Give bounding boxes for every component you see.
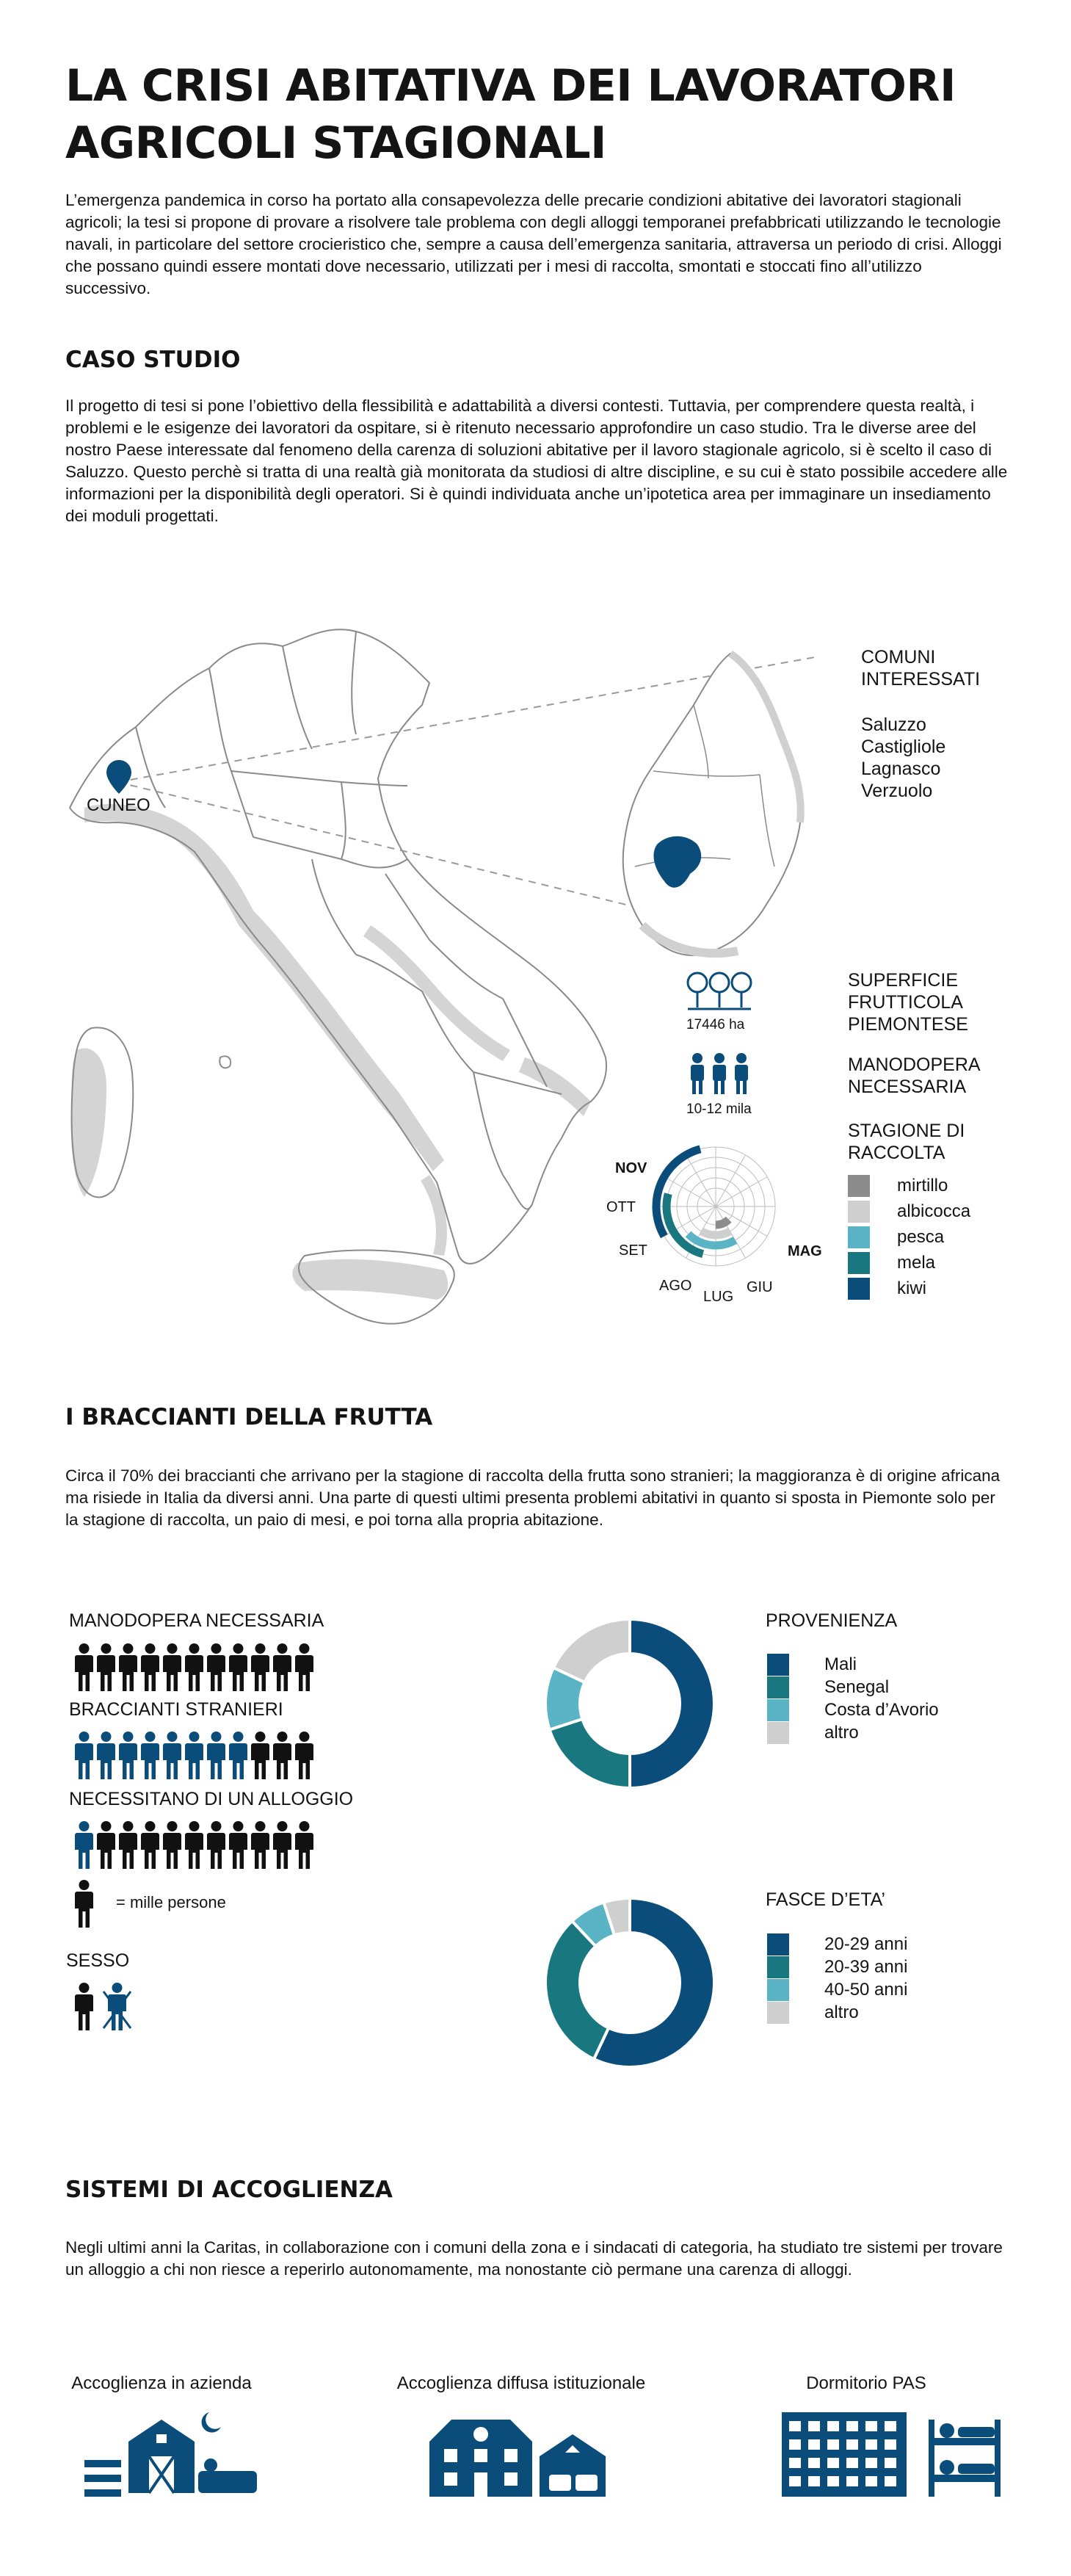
person-icon	[97, 1821, 115, 1870]
season-spoke	[716, 1155, 746, 1206]
legend-kiwi: kiwi	[897, 1278, 926, 1298]
person-icon	[163, 1821, 181, 1870]
unit-label: = mille persone	[116, 1893, 226, 1911]
month-label-ott: OTT	[606, 1199, 636, 1215]
person-icon	[185, 1821, 203, 1870]
dorm-window	[865, 2421, 877, 2431]
eta-legend-20-39: 20-39 anni	[824, 1957, 908, 1977]
accoglienza-heading: SISTEMI DI ACCOGLIENZA	[65, 2177, 393, 2203]
person-icon	[251, 1732, 269, 1780]
stranieri-rows-label: BRACCIANTI STRANIERI	[69, 1699, 283, 1720]
person-icon	[229, 1643, 247, 1692]
dorm-window	[789, 2439, 801, 2450]
person-icon	[229, 1732, 247, 1780]
person-icon	[75, 1643, 93, 1692]
season-arc-albicocca	[702, 1231, 730, 1235]
comune-lagnasco: Lagnasco	[861, 759, 941, 779]
orchard-trees-icon	[686, 969, 752, 1013]
provenienza-swatch-mali	[767, 1654, 789, 1676]
dorm-window	[789, 2421, 801, 2431]
person-icon	[97, 1732, 115, 1780]
provenienza-donut-chart	[542, 1616, 718, 1792]
month-label-lug: LUG	[703, 1289, 734, 1305]
season-radial-chart	[650, 1140, 782, 1273]
caso-studio-heading: CASO STUDIO	[65, 347, 241, 373]
caption-diffusa: Accoglienza diffusa istituzionale	[396, 2373, 646, 2393]
dorm-window	[808, 2458, 820, 2468]
person-icon	[185, 1643, 203, 1692]
person-icon	[273, 1732, 291, 1780]
dorm-window	[846, 2421, 858, 2431]
superficie-label: SUPERFICIE FRUTTICOLA PIEMONTESE	[848, 970, 968, 1035]
person-icon	[163, 1732, 181, 1780]
person-icon	[273, 1821, 291, 1870]
legend-swatch-mirtillo	[848, 1175, 870, 1197]
stranieri-pictogram-row	[75, 1732, 313, 1780]
provenienza-swatch-costa-davorio	[767, 1699, 789, 1721]
season-spoke	[716, 1177, 767, 1207]
month-label-ago: AGO	[659, 1278, 692, 1294]
person-icon	[273, 1643, 291, 1692]
eta-swatch-20-29	[767, 1933, 789, 1955]
eta-legend-altro: altro	[824, 2002, 859, 2022]
legend-swatch-albicocca	[848, 1201, 870, 1223]
location-pin-icon	[106, 760, 131, 794]
accoglienza-paragraph: Negli ultimi anni la Caritas, in collaborazione con i comuni della zona e i sindacati di categoria, ha studiato tre sistemi per trovare un alloggio a chi non riesce a reperirlo autonomamente, ma nonostante ciò permane una carenza di alloggi.	[65, 2238, 1003, 2279]
legend-swatch-pesca	[848, 1226, 870, 1248]
dorm-window	[865, 2439, 877, 2450]
donut-slice-mali	[630, 1619, 714, 1788]
legend-albicocca: albicocca	[897, 1201, 971, 1221]
dorm-window	[808, 2476, 820, 2486]
person-icon	[295, 1821, 313, 1870]
eta-swatch-20-39	[767, 1956, 789, 1978]
provenienza-legend-altro: altro	[824, 1723, 859, 1743]
legend-swatch-kiwi	[848, 1278, 870, 1300]
person-icon	[251, 1643, 269, 1692]
caption-dormitorio: Dormitorio PAS	[806, 2373, 926, 2393]
season-arc-mirtillo	[716, 1220, 729, 1225]
person-icon	[251, 1821, 269, 1870]
month-label-giu: GIU	[747, 1279, 773, 1295]
person-icon	[207, 1643, 225, 1692]
dorm-window	[827, 2476, 839, 2486]
comuni-heading: COMUNI INTERESSATI	[861, 647, 981, 690]
month-label-nov: NOV	[615, 1160, 647, 1176]
alloggio-pictogram-row	[75, 1821, 313, 1870]
provenienza-swatch-altro	[767, 1722, 789, 1744]
person-icon	[207, 1732, 225, 1780]
person-icon	[207, 1821, 225, 1870]
legend-swatch-mela	[848, 1252, 870, 1274]
braccianti-paragraph: Circa il 70% dei braccianti che arrivano per la stagione di raccolta della frutta sono stranieri; la maggioranza è di origine africana ma risiede in Italia da diversi anni. Una parte di questi ultimi presenta problemi abitativi in quanto si sposta in Piemonte solo per la stagione di raccolta, un paio di mesi, e poi torna alla propria abitazione.	[65, 1466, 1001, 1529]
workers-group-icon	[686, 1052, 752, 1096]
person-icon	[97, 1643, 115, 1692]
manodopera-rows-label: MANODOPERA NECESSARIA	[69, 1610, 324, 1631]
dorm-window	[885, 2439, 896, 2450]
season-spoke	[664, 1177, 716, 1207]
institutional-house-icon	[429, 2405, 628, 2500]
comune-saluzzo: Saluzzo	[861, 714, 926, 735]
caption-azienda: Accoglienza in azienda	[71, 2373, 252, 2393]
person-icon	[108, 1983, 126, 2031]
braccianti-heading: I BRACCIANTI DELLA FRUTTA	[65, 1404, 433, 1430]
alloggio-rows-label: NECESSITANO DI UN ALLOGGIO	[69, 1789, 354, 1809]
legend-pesca: pesca	[897, 1227, 945, 1247]
dorm-window	[827, 2439, 839, 2450]
caso-studio-paragraph: Il progetto di tesi si pone l’obiettivo della flessibilità e adattabilità a diversi contesti. Tuttavia, per comprendere questa realtà, i problemi e le esigenze dei lavoratori da ospitare, si è ritenuto necessario approfondire un caso studio. Tra le diverse aree del nostro Paese interessate dal fenomeno della carenza di soluzioni abitative per il lavoro stagionale agricolo, si è scelto il caso di Saluzzo. Questo perchè si tratta di una realtà già monitorata da studiosi di altre discipline, e su cui è stato possibile accedere alle informazioni per la disponibilità degli operatori. Si è quindi individuata anche un’ipotetica area per immaginare un insediamento dei moduli progettati.	[65, 397, 1008, 525]
manodopera-label: MANODOPERA NECESSARIA	[848, 1054, 980, 1097]
person-icon	[163, 1643, 181, 1692]
dorm-window	[789, 2458, 801, 2468]
manodopera-pictogram-row	[75, 1643, 313, 1692]
eta-legend-20-29: 20-29 anni	[824, 1934, 908, 1954]
person-icon	[75, 1880, 93, 1928]
sesso-label: SESSO	[66, 1950, 130, 1971]
season-spoke	[686, 1155, 716, 1206]
eta-swatch-altro	[767, 2002, 789, 2024]
sesso-pictogram-row	[75, 1983, 126, 2031]
dorm-window	[808, 2421, 820, 2431]
person-icon	[75, 1983, 93, 2031]
dorm-window	[846, 2476, 858, 2486]
person-icon	[295, 1643, 313, 1692]
dorm-window	[846, 2439, 858, 2450]
person-icon	[119, 1732, 137, 1780]
comune-castigliole: Castigliole	[861, 737, 946, 757]
person-icon	[141, 1643, 159, 1692]
intro-paragraph: L’emergenza pandemica in corso ha portato alla consapevolezza delle precarie condizioni abitative dei lavoratori stagionali agricoli; la tesi si propone di provare a risolvere tale problema con degli alloggi temporanei prefabbricati utilizzando le tecnologie navali, in particolare del settore crocieristico che, sempre a causa dell’emergenza sanitaria, attraversa un periodo di crisi. Alloggi che possano quindi essere montati dove necessario, utilizzati per i mesi di raccolta, smontati e stoccati fino all’utilizzo successivo.	[65, 191, 1002, 297]
provenienza-legend-costa-davorio: Costa d’Avorio	[824, 1700, 939, 1720]
person-icon	[119, 1821, 137, 1870]
person-icon	[185, 1732, 203, 1780]
dorm-window	[827, 2421, 839, 2431]
person-icon	[229, 1821, 247, 1870]
provenienza-swatch-senegal	[767, 1676, 789, 1698]
dorm-window	[808, 2439, 820, 2450]
piedmont-map	[620, 646, 841, 962]
person-icon	[119, 1643, 137, 1692]
dorm-window	[827, 2458, 839, 2468]
person-icon	[141, 1821, 159, 1870]
dorm-window	[885, 2458, 896, 2468]
manodopera-value: 10-12 mila	[686, 1101, 752, 1117]
eta-donut-chart	[542, 1895, 718, 2071]
provenienza-legend-senegal: Senegal	[824, 1677, 890, 1697]
donut-slice-altro	[553, 1619, 630, 1682]
donut-slice-senegal	[550, 1719, 630, 1788]
cuneo-label: CUNEO	[87, 795, 150, 815]
dorm-window	[885, 2476, 896, 2486]
farm-icon	[84, 2405, 261, 2500]
dorm-window	[789, 2476, 801, 2486]
person-icon	[295, 1732, 313, 1780]
month-label-set: SET	[619, 1242, 647, 1259]
superficie-value: 17446 ha	[686, 1017, 745, 1032]
eta-swatch-40-50	[767, 1979, 789, 2001]
comune-verzuolo: Verzuolo	[861, 781, 933, 801]
eta-title: FASCE D’ETA’	[766, 1889, 885, 1910]
page-title: LA CRISI ABITATIVA DEI LAVORATORI AGRICOLI STAGIONALI	[65, 60, 956, 169]
dorm-window	[865, 2458, 877, 2468]
stagione-label: STAGIONE DI RACCOLTA	[848, 1121, 965, 1163]
dorm-window	[865, 2476, 877, 2486]
unit-person-icon	[75, 1880, 93, 1928]
legend-mirtillo: mirtillo	[897, 1176, 948, 1195]
legend-mela: mela	[897, 1253, 936, 1273]
dorm-window	[846, 2458, 858, 2468]
eta-legend-40-50: 40-50 anni	[824, 1980, 908, 2000]
person-icon	[141, 1732, 159, 1780]
dormitory-icon	[782, 2405, 1002, 2500]
person-icon	[75, 1821, 93, 1870]
provenienza-legend-mali: Mali	[824, 1654, 857, 1674]
dorm-window	[885, 2421, 896, 2431]
provenienza-title: PROVENIENZA	[766, 1610, 898, 1631]
person-icon	[75, 1732, 93, 1780]
month-label-mag: MAG	[788, 1243, 822, 1259]
